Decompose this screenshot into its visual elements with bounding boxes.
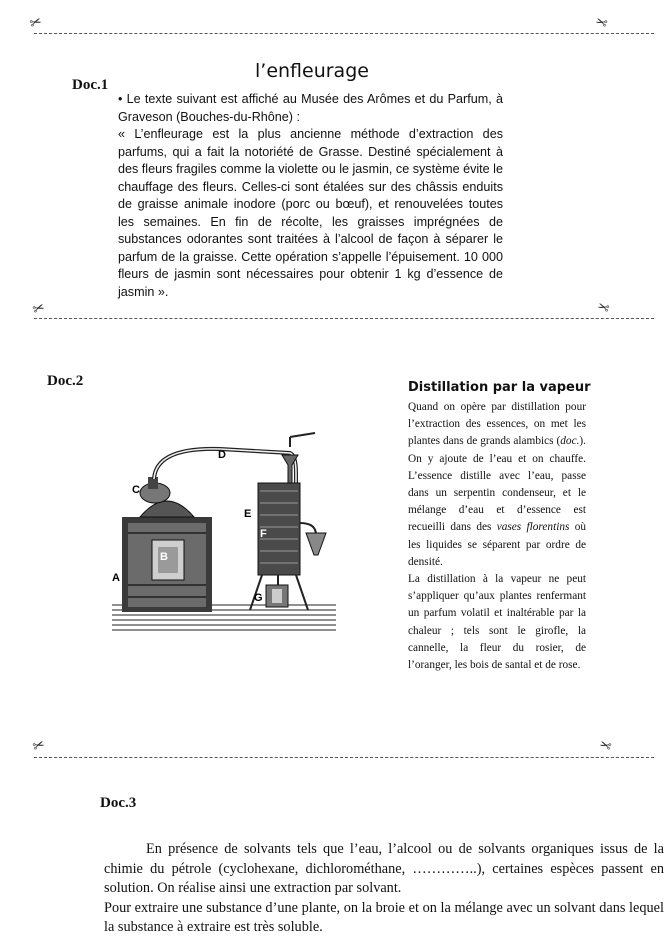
figure-label-d: D xyxy=(218,449,226,461)
doc1-quote: « L’enfleurage est la plus ancienne méthode d’extraction des parfums, qui a fait la notoriété de Grasse. Destiné spécialement à des fleurs fragiles comme la violette ou le jasmin, ce système évite le chauffage des fleurs. Celles-ci sont étalées sur des châssis enduits de graisse animale inodore (porc ou bœuf), et renouvelées toutes les semaines. En fin de récolte, les graisses imprégnées de substances odorantes sont traitées à l’alcool de façon à séparer le parfum de la graisse. Cette opération s’appelle l’épuisement. 10 000 fleurs de jasmin sont nécessaires pour obtenir 1 kg d’essence de jasmin ». xyxy=(118,127,503,299)
doc2-paragraph-2: La distillation à la vapeur ne peut s’appliquer qu’aux plantes renfermant un parfum volatil et inaltérable par la chaleur ; tels sont le girofle, la cannelle, la fleur du rosier, de l’oranger, les bois de santal et de rose. xyxy=(408,573,586,672)
figure-label-c: C xyxy=(132,484,140,496)
figure-label-g: G xyxy=(254,592,263,604)
figure-label-a: A xyxy=(112,572,120,584)
doc2-paragraph-1: Quand on opère par distillation pour l’extraction des essences, on met les plantes dans de grands alambics (doc.). On y ajoute de l’eau et on chauffe. L’essence distille avec l’eau, passe dans un serpentin condenseur, et le mélange d’eau et d’essence est recueilli dans des vases florentins où les liquides se séparent par ordre de densité. xyxy=(408,401,586,568)
doc1-text xyxy=(118,91,503,301)
scissors-icon: ✂ xyxy=(30,299,48,319)
scissors-icon: ✂ xyxy=(595,296,613,316)
doc2-text xyxy=(408,399,586,674)
figure-label-f: F xyxy=(260,528,267,540)
doc1-label: Doc.1 xyxy=(72,77,109,93)
doc3-label: Doc.3 xyxy=(100,795,137,811)
doc2-title: Distillation par la vapeur xyxy=(408,380,591,395)
doc3-paragraph-1: En présence de solvants tels que l’eau, l’alcool ou de solvants organiques issus de la chimie du pétrole (cyclohexane, dichlorométhane, …………..), certaines espèces passent en solution. On réalise ainsi une extraction par solvant. xyxy=(104,841,664,896)
scissors-icon: ✂ xyxy=(27,13,45,33)
scissors-icon: ✂ xyxy=(30,736,48,756)
doc1-title: l’enfleurage xyxy=(255,60,369,82)
cut-line-middle xyxy=(34,318,654,319)
scissors-icon: ✂ xyxy=(597,734,615,754)
cut-line-top xyxy=(34,33,654,34)
alembic-figure xyxy=(110,425,350,640)
cut-line-bottom xyxy=(34,757,654,758)
doc2-label: Doc.2 xyxy=(47,373,84,389)
scissors-icon: ✂ xyxy=(593,11,611,31)
figure-label-b: B xyxy=(160,551,168,563)
doc3-paragraph-2: Pour extraire une substance d’une plante, on la broie et on la mélange avec un solvant dans lequel la substance à extraire est très soluble. xyxy=(104,899,664,935)
doc1-intro: • Le texte suivant est affiché au Musée des Arômes et du Parfum, à Graveson (Bouches-du-Rhône) : xyxy=(118,92,503,124)
figure-label-e: E xyxy=(244,508,252,520)
doc3-text xyxy=(104,840,664,938)
